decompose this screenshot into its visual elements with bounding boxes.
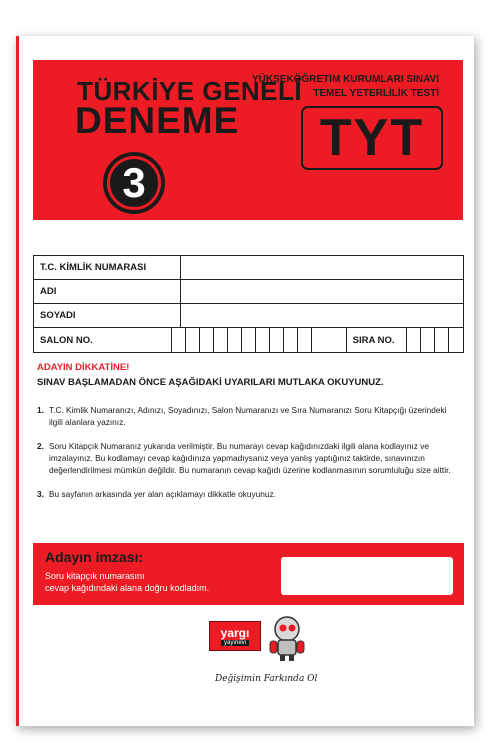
publisher-sub: yayınevi [221, 640, 249, 646]
warnings-list [37, 404, 457, 512]
sira-digit-cell[interactable] [421, 328, 435, 352]
exam-code: TYT [319, 109, 425, 167]
signature-panel [33, 543, 464, 605]
salon-digit-cell[interactable] [186, 328, 200, 352]
tc-field[interactable] [181, 256, 463, 279]
form-row-tc [34, 256, 463, 280]
robot-mascot-icon [265, 613, 307, 663]
exam-name-line-1: YÜKSEKÖĞRETİM KURUMLARI SINAVI [251, 74, 439, 85]
salon-digit-cell[interactable] [256, 328, 270, 352]
exam-code-box [301, 106, 443, 170]
warnings-subtitle: SINAV BAŞLAMADAN ÖNCE AŞAĞIDAKİ UYARILARI MUTLAKA OKUYUNUZ. [37, 377, 384, 388]
signature-statement-2: cevap kağıdındaki alana doğru kodladım. [45, 583, 210, 593]
sira-field[interactable] [407, 328, 463, 352]
title-line-1: TÜRKİYE GENELİ [77, 76, 303, 106]
list-item [37, 440, 457, 476]
title-line-2: DENEME [75, 100, 240, 141]
sira-label: SIRA NO. [347, 328, 407, 352]
candidate-info-form [33, 255, 464, 353]
sira-digit-cell[interactable] [449, 328, 463, 352]
salon-digit-cell[interactable] [270, 328, 284, 352]
salon-digit-cell[interactable] [298, 328, 312, 352]
publisher-slogan: Değişimin Farkında Ol [215, 674, 318, 684]
exam-name-line-2: TEMEL YETERLİLİK TESTİ [313, 88, 439, 99]
salon-digit-cell[interactable] [228, 328, 242, 352]
salon-digit-cell[interactable] [284, 328, 298, 352]
salon-field[interactable] [172, 328, 312, 352]
name-label: ADI [34, 280, 181, 303]
rule-number: 2. [37, 441, 44, 451]
rule-number: 1. [37, 405, 44, 415]
warnings-title: ADAYIN DİKKATİNE! [37, 362, 130, 373]
exam-number: 3 [122, 159, 146, 206]
signature-box[interactable] [281, 557, 453, 595]
form-row-name [34, 280, 463, 304]
list-item [37, 488, 457, 500]
cover-header [33, 60, 463, 220]
salon-digit-cell[interactable] [200, 328, 214, 352]
rule-text: Bu sayfanın arkasında yer alan açıklamayı dikkatle okuyunuz. [49, 489, 276, 499]
salon-label: SALON NO. [34, 328, 172, 352]
surname-field[interactable] [181, 304, 463, 327]
publisher-logo [209, 621, 261, 651]
form-row-salon [34, 328, 463, 352]
publisher-name: yargı [220, 625, 250, 640]
tc-label: T.C. KİMLİK NUMARASI [34, 256, 181, 279]
signature-title: Adayın imzası: [45, 549, 144, 565]
form-row-surname [34, 304, 463, 328]
name-field[interactable] [181, 280, 463, 303]
surname-label: SOYADI [34, 304, 181, 327]
list-item [37, 404, 457, 428]
sira-digit-cell[interactable] [435, 328, 449, 352]
exam-number-badge [103, 152, 165, 214]
salon-spacer [312, 328, 347, 352]
salon-digit-cell[interactable] [242, 328, 256, 352]
signature-statement-1: Soru kitapçık numarasını [45, 571, 145, 581]
rule-number: 3. [37, 489, 44, 499]
exam-cover-page [16, 36, 474, 726]
salon-digit-cell[interactable] [172, 328, 186, 352]
rule-text: T.C. Kimlik Numaranızı, Adınızı, Soyadınızı, Salon Numaranızı ve Sıra Numaranızı Soru Kitapçığı üzerindeki ilgili alanlara yazınız. [49, 405, 447, 427]
rule-text: Soru Kitapçık Numaranız yukarıda verilmiştir. Bu numarayı cevap kağıdınızdaki ilgili alana kodlayınız ve imzalayınız. Bu kodlamayı cevap kağıdınıza yapmadıysanız veya yanlış yaptığınız taktirde, sınavınızın değerlendirilmesi mümkün değildir. Bu numaranın cevap kağıdı üzerine kodlanmasının sorumluluğu size aittir. [49, 441, 451, 475]
salon-digit-cell[interactable] [214, 328, 228, 352]
sira-digit-cell[interactable] [407, 328, 421, 352]
